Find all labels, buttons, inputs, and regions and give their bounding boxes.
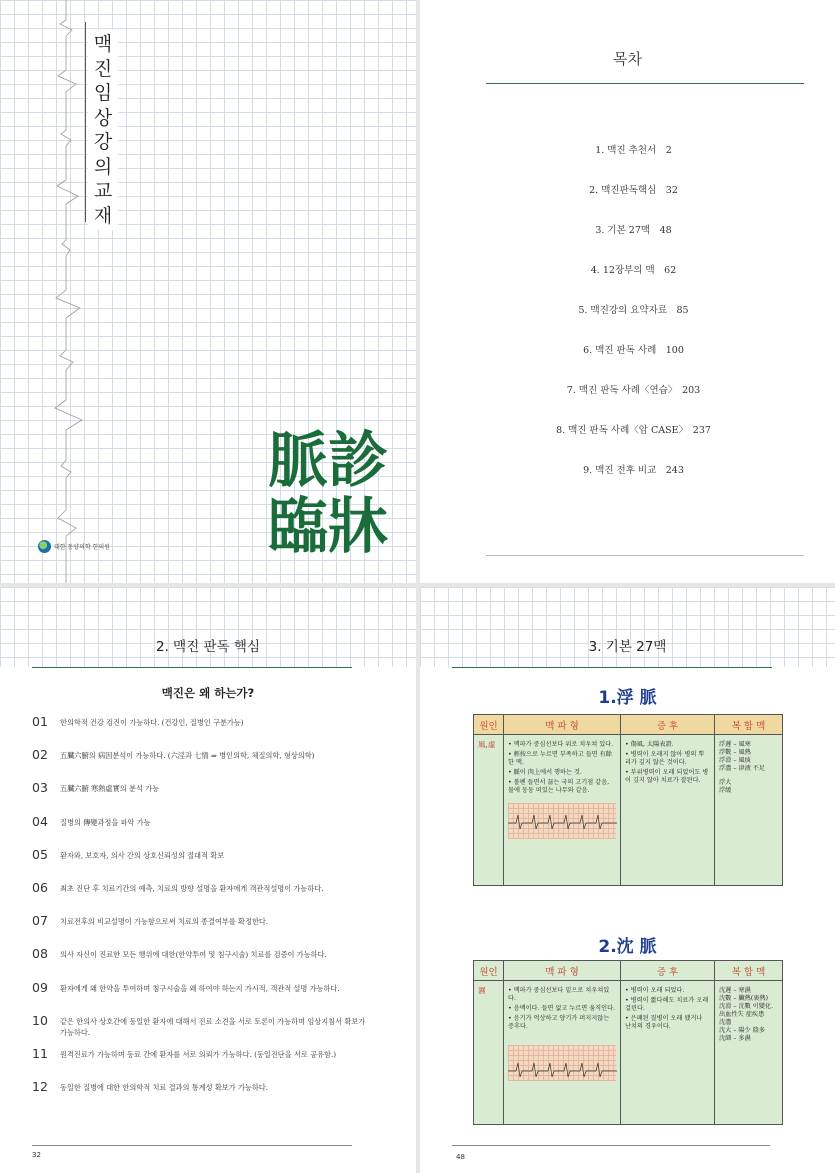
complex-line: 出血性失 症疾患	[719, 1011, 765, 1018]
complex-line: 沈數 – 臟熱(裏熱)	[719, 995, 768, 1002]
pulse-wave-icon	[508, 803, 617, 839]
wave-line: • 맥파가 중심선보다 밑으로 치우쳐있다.	[508, 987, 616, 1003]
logo-mark-icon	[38, 540, 51, 553]
symptom-cell	[621, 981, 715, 1124]
list-item	[32, 815, 372, 848]
complex-line: 浮濇 – 津液 不足	[719, 765, 766, 772]
toc-divider	[486, 83, 804, 84]
toc-item[interactable]: 1. 맥진 추천서 2	[595, 145, 672, 156]
wave-line: • 脈이 肉上에서 행하는 것.	[508, 769, 616, 777]
cause-cell: 風,虛	[474, 735, 504, 885]
list-item	[32, 981, 372, 1014]
item-number: 03	[32, 780, 48, 796]
complex-line: 沈大 – 陽少 陰多	[719, 1027, 766, 1034]
pulse-wave-strip	[508, 803, 616, 839]
item-number: 06	[32, 879, 48, 895]
complex-line: 浮遲 – 風寒	[719, 741, 751, 748]
symptom-line: • 병력이 오래지 않아 병의 뿌리가 깊지 않은 것이다.	[625, 751, 710, 767]
pulse-table	[473, 714, 783, 886]
cause-cell: 濕	[474, 981, 504, 1124]
complex-line: 沈細 – 多濕	[719, 1035, 751, 1042]
section-title: 3. 기본 27맥	[588, 639, 667, 655]
complex-cell	[715, 981, 782, 1124]
item-number: 08	[32, 946, 48, 962]
toc-bottom-rule	[486, 555, 804, 556]
pulse-heading: 2.沈 脈	[598, 937, 657, 957]
pulse-table-body	[474, 735, 782, 885]
toc-item[interactable]: 9. 맥진 전후 비교 243	[583, 465, 684, 476]
symptom-line: • 傷風, 太陽表證.	[625, 741, 710, 749]
symptom-line: • 병력이 짧다해도 치료가 오래 걸린다.	[625, 997, 710, 1013]
symptom-line: • 은폐된 질병이 오래 됐거나 난치의 경우이다.	[625, 1015, 710, 1031]
item-text: 동일한 질병에 대한 한의학적 치료 결과의 통계성 확보가 가능하다.	[60, 1083, 269, 1093]
basic-pulses-page	[420, 587, 835, 1173]
symptom-cell	[621, 735, 715, 885]
section-rule	[452, 667, 772, 668]
header-wave: 맥 파 형	[504, 961, 621, 980]
pulse-wave-strip	[508, 1045, 616, 1081]
header-complex: 복 합 맥	[715, 715, 782, 734]
symptom-line: • 부위병력이 오래 되었어도 병이 깊지 않아 치료가 잘된다.	[625, 769, 710, 785]
pulse-heading: 1.浮 脈	[598, 688, 657, 708]
item-number: 10	[32, 1012, 48, 1028]
wave-line: • 맥파가 중심선보다 위로 치우쳐 있다.	[508, 741, 616, 749]
symptom-line: • 병력이 오래 되었다.	[625, 987, 710, 995]
item-text: 원격진료가 가능하며 동료 간에 환자를 서로 의뢰가 가능하다. (동일진단을 서로 공유함.)	[60, 1049, 337, 1059]
complex-line: 浮大	[719, 779, 732, 786]
item-number: 12	[32, 1079, 48, 1095]
item-number: 01	[32, 714, 48, 729]
logo-text: 대한 동양의학 한의원	[54, 544, 110, 551]
item-text: 질병의 傳變과정을 파악 가능	[60, 817, 151, 827]
section-rule	[32, 667, 352, 668]
complex-cell	[715, 735, 782, 885]
pulse-wave-icon	[508, 1045, 617, 1081]
header-band	[0, 587, 416, 667]
pulse-table-body	[474, 981, 782, 1124]
item-number: 09	[32, 979, 48, 995]
list-item	[32, 748, 372, 781]
complex-line: 浮滑 – 風痰	[719, 757, 751, 764]
pulse-table	[473, 960, 783, 1125]
footer-rule	[32, 1145, 352, 1146]
wave-line: • 음맥이다. 들면 없고 누르면 움직인다.	[508, 1005, 616, 1013]
cover-hanja-line2: 臨牀	[268, 492, 388, 562]
item-number: 07	[32, 913, 48, 929]
complex-line: 沈滑 – 沈數 이變化.	[719, 1003, 774, 1010]
header-cause: 원인	[474, 715, 504, 734]
cover-title-rule	[85, 22, 86, 222]
footer-rule	[452, 1145, 770, 1146]
list-item	[32, 781, 372, 814]
toc-item[interactable]: 6. 맥진 판독 사례 100	[583, 345, 684, 356]
item-text: 한의학적 건강 검진이 가능하다. (건강인, 질병인 구분가능)	[60, 718, 244, 727]
wave-line: • 볼펜 들면서 끓는 국의 고기점 같음, 물에 둥둥 떠있는 나무와 같음.	[508, 779, 616, 795]
toc-item[interactable]: 7. 맥진 판독 사례〈연습〉 203	[566, 385, 701, 396]
publisher-logo	[38, 540, 110, 553]
item-text: 치료전후의 비교설명이 가능함으로써 치료의 종결여부를 확정한다.	[60, 917, 269, 927]
toc-item[interactable]: 2. 맥진판독핵심 32	[589, 185, 678, 196]
pulse-table-header	[474, 715, 782, 735]
list-item	[32, 848, 372, 881]
header-cause: 원인	[474, 961, 504, 980]
wave-cell	[504, 981, 621, 1124]
cover-hanja-line1: 脈診	[268, 426, 388, 496]
item-number: 04	[32, 813, 48, 829]
item-text: 五臟六腑의 病因분석이 가능하다. (六淫과 七情 ⇒ 병인의학, 체질의학, 형상의학)	[60, 751, 315, 761]
list-item	[32, 881, 372, 914]
item-number: 02	[32, 747, 48, 763]
item-number: 05	[32, 846, 48, 862]
list-item	[32, 1014, 372, 1047]
header-symptom: 증 후	[621, 961, 715, 980]
wave-line: • 輕按으로 누르면 부족하고 들면 有餘한 맥.	[508, 751, 616, 767]
complex-line: 沈濇	[719, 1019, 732, 1026]
page-number: 32	[32, 1151, 41, 1159]
item-text: 최초 진단 후 치료기간의 예측, 치료의 방향 설명을 환자에게 객관적설명이 가능하다.	[60, 883, 324, 893]
section-title: 2. 맥진 판독 핵심	[156, 639, 260, 655]
question-heading: 맥진은 왜 하는가?	[161, 686, 255, 700]
toc-item[interactable]: 8. 맥진 판독 사례〈암 CASE〉 237	[556, 425, 711, 436]
cover-hanja-title	[268, 428, 408, 560]
cover-title: 맥진임상강의교재	[88, 30, 118, 230]
wave-line: • 음기가 억상하고 양기가 퍼지지않는 증후다.	[508, 1015, 616, 1031]
item-text: 五臟六腑 寒熱虛實의 분석 가능	[60, 784, 160, 794]
item-text: 환자와, 보호자, 의사 간의 상호신뢰성의 절대적 확보	[60, 850, 225, 860]
toc-list	[420, 142, 835, 502]
pulse-table-header	[474, 961, 782, 981]
complex-line: 沈遲 – 寒濕	[719, 987, 751, 994]
complex-line: 浮數 – 風熱	[719, 749, 751, 756]
core-list	[32, 715, 372, 1113]
item-number: 11	[32, 1045, 48, 1061]
toc-title: 목차	[613, 50, 642, 68]
header-wave: 맥 파 형	[504, 715, 621, 734]
toc-item[interactable]: 4. 12장부의 맥 62	[590, 265, 677, 276]
header-symptom: 증 후	[621, 715, 715, 734]
header-complex: 복 합 맥	[731, 966, 766, 978]
item-text: 환자에게 왜 한약을 투여하며 침구시술을 왜 하여야 하는지 가시적, 객관적 설명 가능하다.	[60, 983, 340, 993]
core-page	[0, 587, 416, 1173]
list-item	[32, 715, 372, 748]
complex-line: 浮緩	[719, 787, 732, 794]
wave-cell	[504, 735, 621, 885]
header-band	[420, 587, 835, 667]
toc-page	[420, 0, 835, 583]
item-text: 같은 한의사 상호간에 동일한 환자에 대해서 진료 소견을 서로 토론이 가능하며 임상지침서 확보가 가능하다.	[60, 1016, 366, 1037]
list-item	[32, 914, 372, 947]
list-item	[32, 1080, 372, 1113]
page-number: 48	[456, 1153, 465, 1161]
list-item	[32, 1047, 372, 1080]
toc-item[interactable]: 3. 기본 27맥 48	[595, 225, 672, 236]
list-item	[32, 947, 372, 980]
cover-page	[0, 0, 416, 583]
item-text: 의사 자신이 진료한 모든 행위에 대한(한약투여 및 침구시술) 치료를 검증이 가능하다.	[60, 950, 327, 960]
toc-item[interactable]: 5. 맥진강의 요약자료 85	[578, 305, 689, 316]
